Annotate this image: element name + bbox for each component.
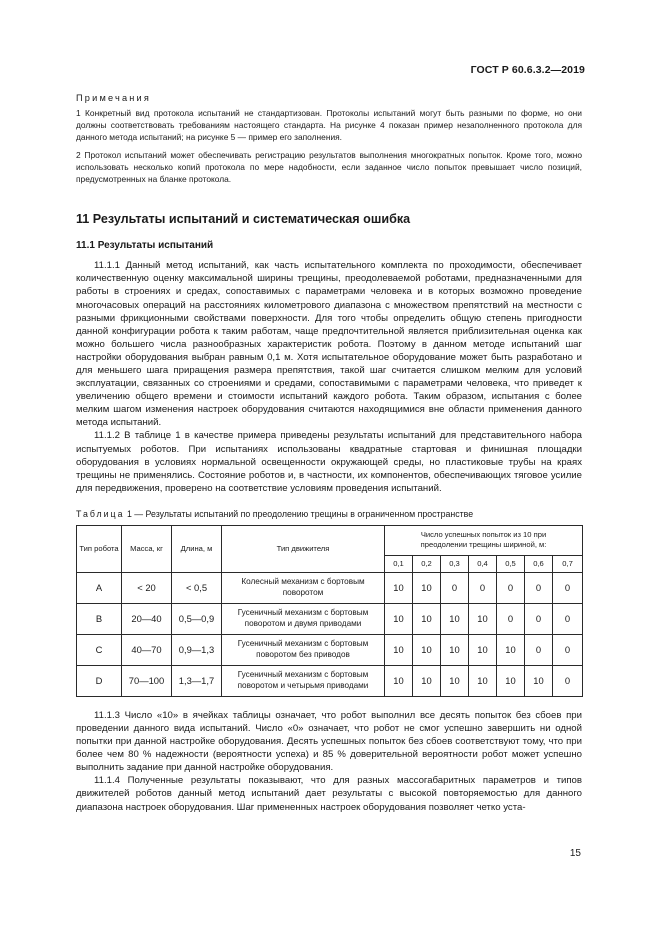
cell-value: 10 [441,634,469,665]
table-caption-label: Таблица [76,508,125,519]
header-width: 0,7 [553,555,583,572]
cell-value: 10 [413,603,441,634]
paragraph-11-1-3: 11.1.3 Число «10» в ячейках таблицы означает, что робот выполнил все десять попыток без сбоев при проведении данного вида испытаний. Число «0» означает, что робот не смог успешно завершить ни одной попытки при данной настройке оборудования. Десять успешных попыток без сбоев соответствуют тому, что при более чем 80 % надежности (вероятности успеха) и 85 % доверительной вероятности робот может успешно выполнить задание при данной настройке оборудования. [76,709,582,774]
header-width: 0,1 [385,555,413,572]
cell-value: 10 [385,665,413,696]
cell-length: 1,3—1,7 [172,665,222,696]
header-success-attempts: Число успешных попыток из 10 при преодолении трещины шириной, м: [385,525,583,555]
subsection-title: 11.1 Результаты испытаний [76,240,214,252]
cell-value: 10 [497,665,525,696]
header-drive-type: Тип движителя [222,525,385,572]
cell-mass: 70—100 [122,665,172,696]
cell-value: 0 [441,572,469,603]
cell-value: 0 [497,603,525,634]
cell-value: 0 [525,634,553,665]
standard-designation: ГОСТ Р 60.6.3.2—2019 [470,64,585,76]
paragraph-11-1-2: 11.1.2 В таблице 1 в качестве примера приведены результаты испытаний для представительного набора испытуемых роботов. При испытаниях использованы квадратные стартовая и финишная площадки оборудования в условиях нормальной освещенности окружающей среды, но пластиковые трубы на краях трещины не применялись. Состояние роботов и, в частности, их компонентов, обеспечивающих тяговое усилие для передвижения, проверено на соответствие условиям проведения испытаний. [76,430,582,494]
cell-value: 10 [525,665,553,696]
note-2: 2 Протокол испытаний может обеспечивать регистрацию результатов выполнения многократных попыток. Кроме того, можно использовать несколько копий протокола по мере надобности, если заданное число попыток превышает число позиций, предусмотренных на бланке протокола. [76,149,582,185]
cell-value: 10 [441,665,469,696]
cell-value: 0 [553,634,583,665]
header-width: 0,4 [469,555,497,572]
cell-robot-type: D [77,665,122,696]
cell-drive-type: Гусеничный механизм с бортовым поворотом и четырьмя приводами [222,665,385,696]
table-row [77,572,583,603]
cell-value: 0 [553,665,583,696]
cell-value: 10 [385,572,413,603]
cell-length: < 0,5 [172,572,222,603]
header-robot-type: Тип робота [77,525,122,572]
cell-value: 10 [469,665,497,696]
paragraph-11-1-1: 11.1.1 Данный метод испытаний, как часть испытательного комплекта по проходимости, обеспечивает количественную оценку максимальной ширины трещины, преодолеваемой роботами, предназначенными для работы в строениях и средах, сопоставимых с параметрами человека и в которых возможно проведение многочасовых операций на расстояниях километрового диапазона с множеством препятствий на местности с разными фрикционными свойствами поверхности. Для того чтобы определить общую степень пригодности данной конфигурации робота к таким работам, чаще предпочтительной является приблизительная оценка как можно большего числа разнообразных характеристик робота. Поэтому в данном методе испытаний шаг настройки оборудования выбран равным 0,1 м. Хотя испытательное оборудование может быть разработано и для меньшего шага приращения размера препятствия, такой шаг считается слишком мелким для условий эксплуатации, связанных со строениями и средами, сопоставимыми с параметрами человека, что приведет к увеличению общего времени и стоимости испытаний каждого робота. Таким образом, испытания с более мелким шагом изменения настроек оборудования считаются находящимися вне области применения данного метода испытаний. [76,260,582,429]
header-width: 0,5 [497,555,525,572]
cell-robot-type: B [77,603,122,634]
cell-robot-type: C [77,634,122,665]
header-mass: Масса, кг [122,525,172,572]
cell-drive-type: Гусеничный механизм с бортовым поворотом без приводов [222,634,385,665]
cell-mass: < 20 [122,572,172,603]
table-row [77,603,583,634]
cell-value: 10 [441,603,469,634]
cell-value: 0 [525,603,553,634]
cell-value: 0 [553,572,583,603]
cell-value: 0 [553,603,583,634]
cell-drive-type: Колесный механизм с бортовым поворотом [222,572,385,603]
table-caption [76,509,582,519]
table-caption-text: 1 — Результаты испытаний по преодолению трещины в ограниченном пространстве [124,508,474,519]
cell-value: 10 [385,603,413,634]
header-width: 0,6 [525,555,553,572]
cell-value: 10 [413,572,441,603]
cell-length: 0,5—0,9 [172,603,222,634]
paragraph-11-1-4: 11.1.4 Полученные результаты показывают, что для разных массогабаритных параметров и типов движителей роботов данный метод испытаний дает результаты с высокой повторяемостью для данного диапазона настроек оборудования. Шаг примененных настроек оборудования позволяет четко уста- [76,775,582,813]
page-number: 15 [569,848,581,859]
cell-value: 10 [413,665,441,696]
header-length: Длина, м [172,525,222,572]
notes-heading: Примечания [76,93,152,103]
cell-value: 0 [497,572,525,603]
cell-robot-type: A [77,572,122,603]
table-row [77,634,583,665]
cell-mass: 40—70 [122,634,172,665]
header-width: 0,2 [413,555,441,572]
section-title: 11 Результаты испытаний и систематическая ошибка [76,212,411,227]
note-1: 1 Конкретный вид протокола испытаний не стандартизован. Протоколы испытаний могут быть разными по форме, но они должны соответствовать требованиям настоящего стандарта. На рисунке 4 показан пример незаполненного протокола для данного метода испытаний; на рисунке 5 — пример его заполнения. [76,108,582,143]
cell-value: 10 [385,634,413,665]
cell-mass: 20—40 [122,603,172,634]
results-table [76,525,583,697]
cell-value: 0 [469,572,497,603]
cell-value: 10 [413,634,441,665]
cell-value: 0 [525,572,553,603]
header-width: 0,3 [441,555,469,572]
cell-value: 10 [497,634,525,665]
cell-length: 0,9—1,3 [172,634,222,665]
table-row [77,665,583,696]
cell-value: 10 [469,634,497,665]
cell-value: 10 [469,603,497,634]
cell-drive-type: Гусеничный механизм с бортовым поворотом и двумя приводами [222,603,385,634]
page-content [76,93,582,814]
